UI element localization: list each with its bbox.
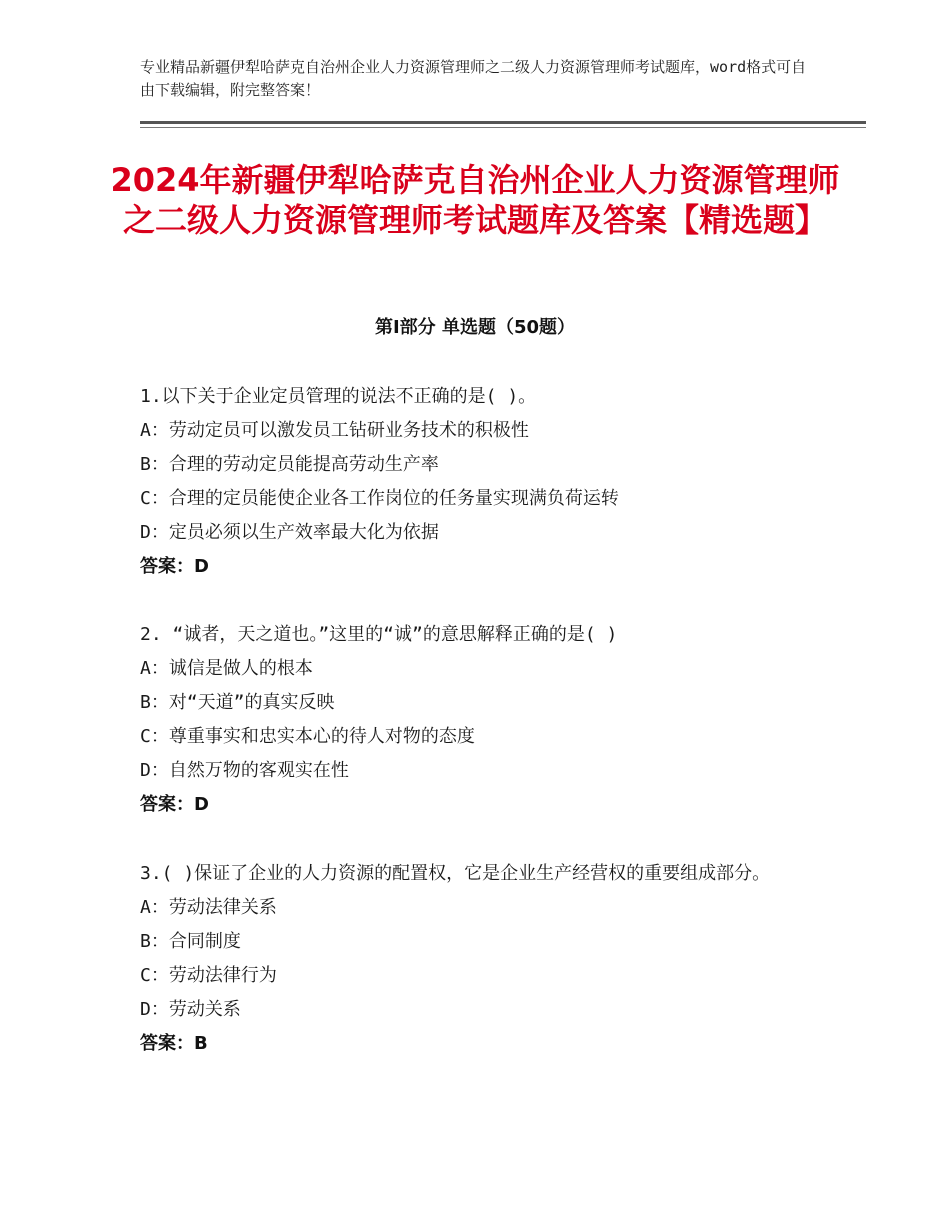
option-d: D：自然万物的客观实在性 [140,760,349,781]
option-b: B：对“天道”的真实反映 [140,692,335,713]
question-stem: 2. “诚者，天之道也。”这里的“诚”的意思解释正确的是( ) [140,624,618,645]
option-b: B：合同制度 [140,931,241,952]
question-stem: 3.( )保证了企业的人力资源的配置权，它是企业生产经营权的重要组成部分。 [140,863,771,884]
part-heading: 第Ⅰ部分 单选题（50题） [374,317,575,338]
document-title: 2024年新疆伊犁哈萨克自治州企业人力资源管理师之二级人力资源管理师考试题库及答案【精选题】 [110,161,840,239]
option-a: A：劳动法律关系 [140,897,277,918]
option-b: B：合理的劳动定员能提高劳动生产率 [140,454,439,475]
option-a: A：劳动定员可以激发员工钻研业务技术的积极性 [140,420,529,441]
option-c: C：劳动法律行为 [140,965,277,986]
answer: 答案：D [140,556,209,577]
question-stem: 1.以下关于企业定员管理的说法不正确的是( )。 [140,386,537,407]
header-rule-thick [140,121,866,124]
answer: 答案：D [140,794,209,815]
question-1 [140,380,820,584]
option-d: D：劳动关系 [140,999,241,1020]
answer: 答案：B [140,1033,208,1054]
header-note: 专业精品新疆伊犁哈萨克自治州企业人力资源管理师之二级人力资源管理师考试题库，word格式可自由下载编辑，附完整答案！ [140,58,807,99]
question-3 [140,857,820,1061]
option-a: A：诚信是做人的根本 [140,658,313,679]
header-rule-thin [140,127,866,128]
question-2 [140,618,820,822]
option-c: C：合理的定员能使企业各工作岗位的任务量实现满负荷运转 [140,488,619,509]
option-d: D：定员必须以生产效率最大化为依据 [140,522,439,543]
option-c: C：尊重事实和忠实本心的待人对物的态度 [140,726,475,747]
